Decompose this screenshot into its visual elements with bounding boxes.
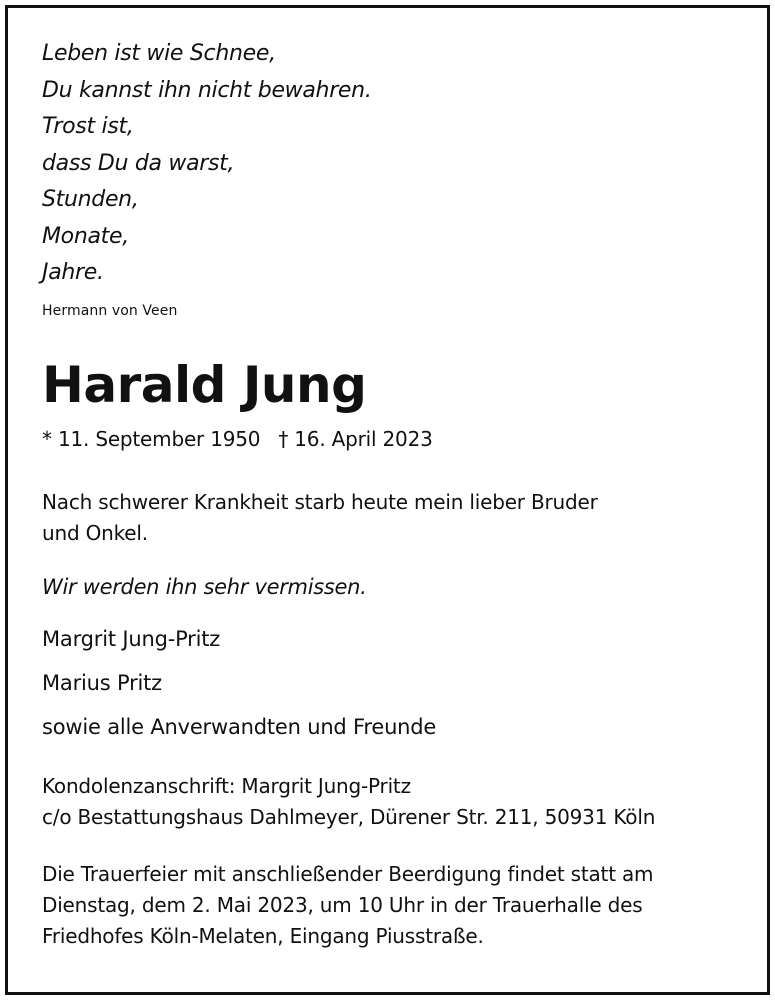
poem-line: Du kannst ihn nicht bewahren. xyxy=(42,77,372,103)
poem-line: Monate, xyxy=(42,223,129,249)
poem-line: dass Du da warst, xyxy=(42,150,235,176)
mourning-statement: Wir werden ihn sehr vermissen. xyxy=(42,574,367,599)
mourner-name: sowie alle Anverwandten und Freunde xyxy=(42,714,437,739)
funeral-line: Friedhofes Köln-Melaten, Eingang Piusstraße. xyxy=(42,923,484,948)
poem-line: Jahre. xyxy=(42,260,104,285)
poem-line: Trost ist, xyxy=(42,114,134,139)
condolence-line: Kondolenzanschrift: Margrit Jung-Pritz xyxy=(42,773,411,798)
life-dates xyxy=(42,427,742,451)
poem-line: Stunden, xyxy=(42,187,139,212)
announcement-line: Nach schwerer Krankheit starb heute mein lieber Bruder xyxy=(42,489,598,514)
funeral-details xyxy=(42,859,742,952)
condolence-address xyxy=(42,771,742,833)
funeral-line: Die Trauerfeier mit anschließender Beerdigung findet statt am xyxy=(42,861,654,886)
funeral-line: Dienstag, dem 2. Mai 2023, um 10 Uhr in der Trauerhalle des xyxy=(42,892,643,917)
obituary-notice xyxy=(42,36,742,952)
poem xyxy=(42,36,742,292)
poem-author: Hermann von Veen xyxy=(42,302,178,319)
poem-line: Leben ist wie Schnee, xyxy=(42,41,276,66)
birth-date: * 11. September 1950 xyxy=(42,426,261,451)
mourner-name: Margrit Jung-Pritz xyxy=(42,626,221,651)
deceased-name: Harald Jung xyxy=(42,355,367,414)
death-announcement xyxy=(42,487,742,549)
mourner-name: Marius Pritz xyxy=(42,670,163,695)
death-date: † 16. April 2023 xyxy=(278,426,433,451)
mourners-list xyxy=(42,617,742,749)
condolence-line: c/o Bestattungshaus Dahlmeyer, Dürener Str. 211, 50931 Köln xyxy=(42,804,656,829)
announcement-line: und Onkel. xyxy=(42,520,148,545)
